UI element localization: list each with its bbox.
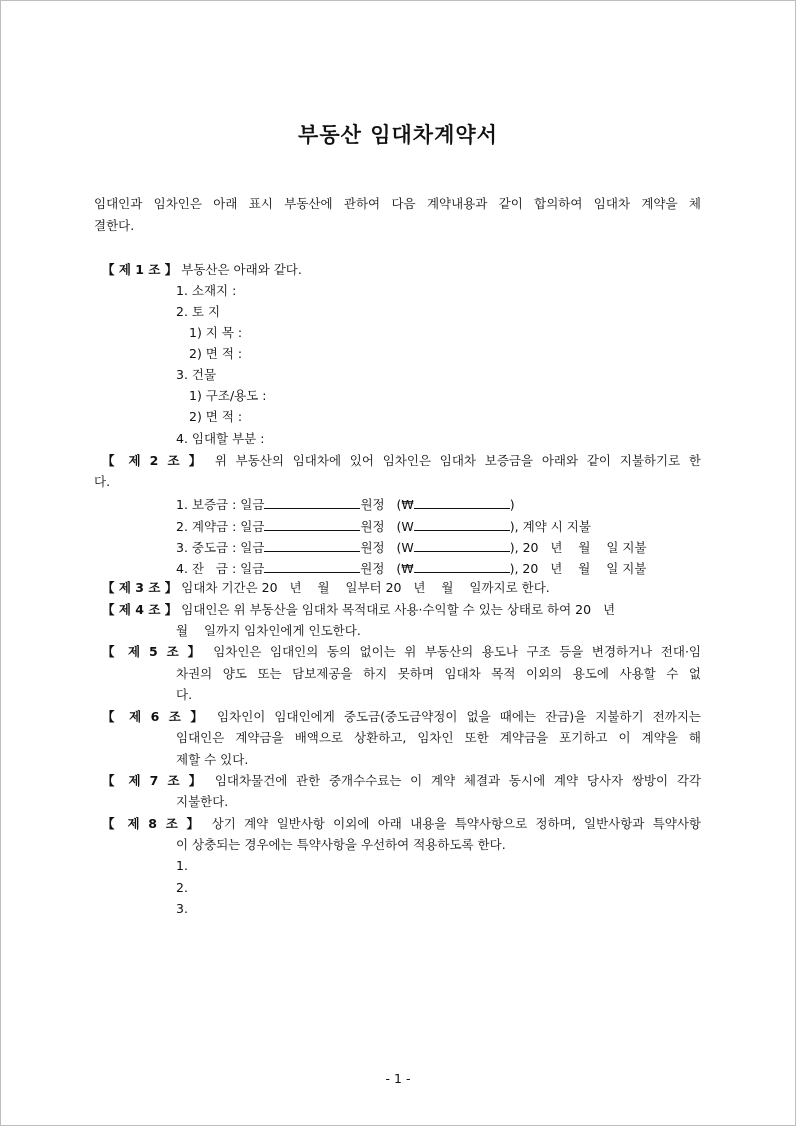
article-8-item: 3. [176, 901, 188, 916]
amount-blank [264, 517, 360, 531]
article-5-text: 임차인은 임대인의 동의 없이는 위 부동산의 용도나 구조 등을 변경하거나 전대·임 [213, 644, 701, 659]
payment-label: 3. 중도금 : 일금 [176, 540, 265, 555]
intro-line-1: 임대인과 임차인은 아래 표시 부동산에 관하여 다음 계약내용과 같이 합의하여 임대차 계약을 체 [94, 196, 701, 211]
article-7-label: 【 제 7 조 】 [102, 773, 207, 788]
payment-row [176, 495, 515, 513]
article-8-text: 상기 계약 일반사항 이외에 아래 내용을 특약사항으로 정하며, 일반사항과 특약사항 [211, 816, 701, 831]
amount-number-blank [414, 538, 510, 552]
article-6-text: 임차인이 임대인에게 중도금(중도금약정이 없을 때에는 잔금)을 지불하기 전까지는 [217, 709, 701, 724]
article-5-text-cont: 다. [176, 687, 193, 702]
won-label: 원정 [360, 519, 385, 534]
article-1-item: 2. 토 지 [176, 304, 221, 319]
payment-row [176, 538, 647, 556]
amount-blank [264, 559, 360, 573]
article-4 [102, 602, 701, 618]
payment-suffix: ), 20 년 월 일 지불 [509, 561, 647, 576]
article-3-text: 임대차 기간은 20 년 월 일부터 20 년 월 일까지로 한다. [181, 580, 550, 595]
won-label: 원정 [360, 561, 385, 576]
article-1 [102, 262, 302, 278]
article-8 [102, 816, 701, 832]
article-2-text-cont: 다. [94, 474, 111, 489]
intro-line-2: 결한다. [94, 218, 135, 233]
article-8-text-cont: 이 상충되는 경우에는 특약사항을 우선하여 적용하도록 한다. [176, 837, 506, 852]
article-6 [102, 709, 701, 725]
article-5-label: 【 제 5 조 】 [102, 644, 205, 659]
article-5-text-cont: 차권의 양도 또는 담보제공을 하지 못하며 임대차 목적 이외의 용도에 사용할 수 없 [176, 666, 701, 681]
won-label: 원정 [360, 497, 385, 512]
amount-number-blank [414, 559, 510, 573]
article-4-label: 【 제 4 조 】 [102, 602, 178, 617]
amount-number-blank [414, 517, 510, 531]
payment-row [176, 559, 646, 577]
article-1-item: 1) 지 목 : [189, 325, 243, 340]
currency-open: (₩ [396, 561, 414, 576]
article-1-item: 2) 면 적 : [189, 409, 243, 424]
amount-blank [264, 538, 360, 552]
page-number: - 1 - [385, 1071, 411, 1086]
article-1-text: 부동산은 아래와 같다. [181, 262, 302, 277]
payment-suffix: ), 20 년 월 일 지불 [509, 540, 647, 555]
article-8-item: 2. [176, 880, 188, 895]
article-7 [102, 773, 701, 789]
payment-label: 4. 잔 금 : 일금 [176, 561, 265, 576]
amount-number-blank [414, 495, 510, 509]
payment-label: 2. 계약금 : 일금 [176, 519, 265, 534]
article-2-text: 위 부동산의 임대차에 있어 임차인은 임대차 보증금을 아래와 같이 지불하기로 한 [214, 453, 701, 468]
article-2 [102, 453, 701, 469]
article-2-label: 【 제 2 조 】 [102, 453, 207, 468]
currency-open: (W [396, 540, 414, 555]
article-6-label: 【 제 6 조 】 [102, 709, 208, 724]
article-3 [102, 580, 550, 596]
article-1-item: 2) 면 적 : [189, 346, 243, 361]
payment-label: 1. 보증금 : 일금 [176, 497, 265, 512]
article-4-text: 임대인은 위 부동산을 임대차 목적대로 사용·수익할 수 있는 상태로 하여 20 년 [181, 602, 616, 617]
document-title: 부동산 임대차계약서 [298, 123, 498, 147]
article-1-item: 4. 임대할 부분 : [176, 431, 265, 446]
currency-open: (₩ [396, 497, 414, 512]
article-6-text-cont: 제할 수 있다. [176, 752, 249, 767]
article-5 [102, 644, 701, 660]
amount-blank [264, 495, 360, 509]
article-1-item: 1) 구조/용도 : [189, 388, 267, 403]
article-1-label: 【 제 1 조 】 [102, 262, 178, 277]
article-8-item: 1. [176, 858, 188, 873]
article-1-item: 3. 건물 [176, 367, 217, 382]
payment-row [176, 517, 591, 535]
article-7-text: 임대차물건에 관한 중개수수료는 이 계약 체결과 동시에 계약 당사자 쌍방이 각각 [214, 773, 701, 788]
article-3-label: 【 제 3 조 】 [102, 580, 178, 595]
article-1-item: 1. 소재지 : [176, 283, 237, 298]
payment-suffix: ) [509, 497, 515, 512]
won-label: 원정 [360, 540, 385, 555]
article-6-text-cont: 임대인은 계약금을 배액으로 상환하고, 임차인 또한 계약금을 포기하고 이 계약을 해 [176, 730, 701, 745]
article-4-text-cont: 월 일까지 임차인에게 인도한다. [176, 623, 361, 638]
currency-open: (W [396, 519, 414, 534]
article-8-label: 【 제 8 조 】 [102, 816, 204, 831]
payment-suffix: ), 계약 시 지불 [509, 519, 591, 534]
article-7-text-cont: 지불한다. [176, 794, 229, 809]
